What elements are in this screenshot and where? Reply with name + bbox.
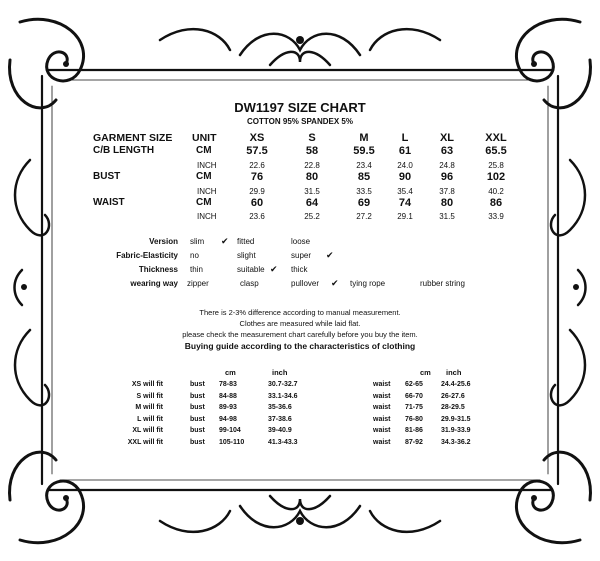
guide-size-label: M will fit [135,404,163,411]
guide-size-label: XL will fit [132,427,163,434]
guide-size-label: XS will fit [131,381,163,388]
inch-value: 35.4 [397,187,413,196]
measure-label: BUST [93,171,121,182]
buying-guide-title: Buying guide according to the characteristics of clothing [184,341,416,351]
guide-bust-label: bust [190,381,205,388]
chart-title: DW1197 SIZE CHART [234,100,366,115]
attribute-option: clasp [240,279,259,288]
guide-bust-cm: 105-110 [219,438,245,446]
guide-inch-header: inch [446,368,462,377]
note-line: Clothes are measured while laid flat. [239,319,361,328]
inch-value: 24.8 [439,161,455,170]
cm-value: 80 [440,197,454,209]
attribute-option: super [291,251,312,260]
note-line: There is 2-3% difference according to manual measurement. [199,308,401,317]
inch-value: 33.9 [488,212,504,221]
inch-value: 31.5 [439,212,455,221]
guide-bust-cm: 89-93 [219,404,237,411]
unit-cm: CM [196,145,212,156]
guide-waist-inch: 26-27.6 [441,392,465,400]
guide-cm-header: cm [225,368,236,377]
check-icon: ✔ [326,250,334,260]
size-header: XS [249,132,265,144]
inch-value: 29.1 [397,212,413,221]
measure-label: C/B LENGTH [93,145,155,156]
size-header: L [401,132,409,144]
guide-waist-inch: 31.9-33.9 [441,427,471,434]
inch-value: 27.2 [356,212,372,221]
guide-waist-label: waist [373,438,391,446]
guide-bust-inch: 41.3-43.3 [268,438,298,446]
check-icon: ✔ [221,236,229,246]
measure-label: WAIST [93,197,125,208]
attribute-option: zipper [187,279,209,288]
guide-bust-cm: 78-83 [219,381,237,388]
cm-value: 65.5 [485,145,507,157]
inch-value: 33.5 [356,187,372,196]
inch-value: 23.6 [249,212,265,221]
guide-waist-inch: 24.4-25.6 [441,381,471,388]
inch-value: 25.2 [304,212,320,221]
attribute-option: slim [190,237,205,246]
guide-bust-label: bust [190,438,205,446]
inch-value: 31.5 [304,187,320,196]
guide-waist-label: waist [373,427,391,434]
guide-waist-cm: 71-75 [405,404,423,411]
guide-bust-label: bust [190,392,205,400]
inch-value: 22.8 [304,161,320,170]
size-header: XL [439,132,455,144]
guide-waist-cm: 62-65 [405,381,423,388]
guide-cm-header: cm [420,368,431,377]
guide-waist-label: waist [373,415,391,423]
attribute-option: suitable [237,265,265,274]
guide-size-label: XXL will fit [127,438,163,446]
unit-cm: CM [196,197,212,208]
attribute-label: Fabric-Elasticity [116,251,178,260]
guide-bust-inch: 30.7-32.7 [268,381,298,388]
cm-value: 85 [357,171,371,183]
cm-value: 90 [398,171,412,183]
guide-bust-cm: 84-88 [219,392,237,400]
cm-value: 69 [357,197,371,209]
inch-value: 37.8 [439,187,455,196]
unit-inch: INCH [197,161,217,170]
unit-cm: CM [196,171,212,182]
attribute-option: pullover [291,279,320,288]
attribute-option: no [190,251,199,260]
size-header: S [308,132,316,144]
guide-size-label: L will fit [137,415,163,423]
cm-value: 76 [250,171,264,183]
check-icon: ✔ [331,278,339,288]
cm-value: 64 [305,197,319,209]
attribute-option: thick [291,265,308,274]
cm-value: 74 [398,197,412,209]
guide-waist-cm: 87-92 [405,438,423,446]
cm-value: 102 [486,171,506,183]
unit-inch: INCH [197,187,217,196]
check-icon: ✔ [270,264,278,274]
attribute-option: rubber string [420,279,465,288]
cm-value: 58 [305,145,319,157]
attribute-option: fitted [237,237,255,246]
guide-bust-inch: 33.1-34.6 [268,392,298,400]
cm-value: 57.5 [246,145,268,157]
guide-waist-inch: 34.3-36.2 [441,438,471,446]
guide-waist-inch: 29.9-31.5 [441,415,471,423]
note-line: please check the measurement chart carefully before you buy the item. [182,330,418,339]
guide-bust-inch: 39-40.9 [268,427,292,434]
attribute-option: tying rope [350,279,386,288]
guide-bust-cm: 94-98 [219,415,237,423]
size-header: XXL [485,132,507,144]
guide-waist-cm: 66-70 [405,392,423,400]
guide-waist-cm: 81-86 [405,427,423,434]
guide-bust-inch: 35-36.6 [268,404,292,411]
cm-value: 80 [305,171,319,183]
cm-value: 96 [440,171,454,183]
cm-value: 63 [440,145,454,157]
attribute-option: loose [291,237,311,246]
unit-header: UNIT [192,132,217,144]
garment-size-header: GARMENT SIZE [93,132,173,144]
guide-waist-label: waist [373,404,391,411]
attribute-label: Thickness [138,265,178,274]
attribute-label: Version [149,237,178,246]
guide-bust-label: bust [190,427,205,434]
cm-value: 86 [489,197,503,209]
guide-inch-header: inch [272,368,288,377]
cm-value: 60 [250,197,264,209]
inch-value: 24.0 [397,161,413,170]
guide-size-label: S will fit [136,392,163,400]
guide-waist-inch: 28-29.5 [441,404,465,411]
attribute-label: wearing way [130,279,178,288]
attribute-option: slight [237,251,256,260]
guide-waist-label: waist [373,381,391,388]
size-header: M [359,132,369,144]
guide-bust-cm: 99-104 [219,427,241,434]
material-composition: COTTON 95% SPANDEX 5% [247,117,353,126]
guide-waist-cm: 76-80 [405,415,423,423]
guide-bust-label: bust [190,404,205,411]
unit-inch: INCH [197,212,217,221]
inch-value: 22.6 [249,161,265,170]
cm-value: 61 [398,145,412,157]
guide-bust-inch: 37-38.6 [268,415,292,423]
attribute-option: thin [190,265,203,274]
guide-waist-label: waist [373,392,391,400]
inch-value: 40.2 [488,187,504,196]
inch-value: 29.9 [249,187,265,196]
inch-value: 25.8 [488,161,504,170]
cm-value: 59.5 [353,145,375,157]
guide-bust-label: bust [190,415,205,423]
inch-value: 23.4 [356,161,372,170]
